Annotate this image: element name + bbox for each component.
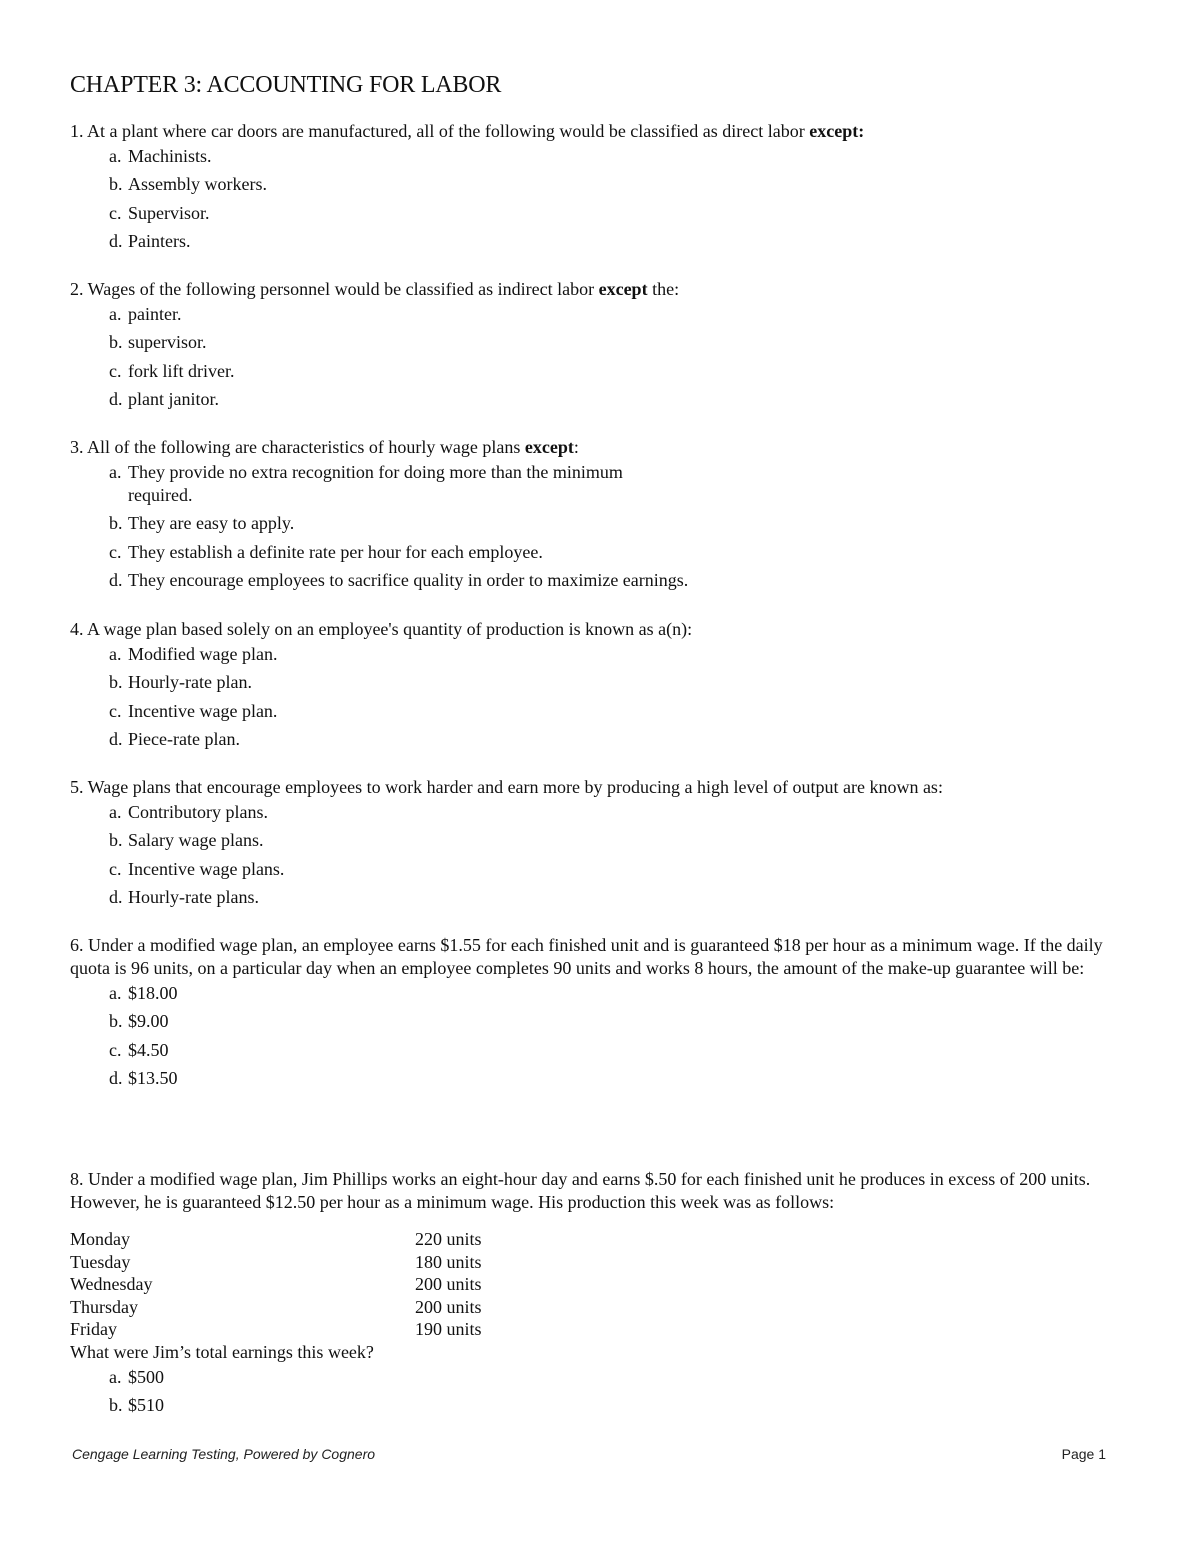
question-stem — [70, 436, 1136, 459]
answer-option — [70, 643, 1136, 666]
option-text: Incentive wage plan. — [128, 700, 278, 721]
answer-options — [70, 1366, 1136, 1417]
question-6 — [70, 934, 1136, 1095]
question-1 — [70, 120, 1136, 258]
answer-option — [70, 1366, 1136, 1389]
answer-option — [70, 461, 1136, 507]
option-letter: d. — [109, 886, 123, 907]
option-letter: a. — [109, 146, 122, 166]
schedule-units: 190 units — [415, 1319, 482, 1340]
answer-option — [70, 512, 1136, 535]
option-letter: a. — [109, 802, 122, 822]
option-text: Painters. — [128, 230, 191, 251]
option-text: $500 — [128, 1366, 164, 1387]
question-stem — [70, 120, 1136, 143]
option-text: painter. — [128, 304, 182, 324]
option-text: Supervisor. — [128, 202, 210, 223]
option-letter: a. — [109, 983, 122, 1003]
question-stem — [70, 776, 1136, 799]
schedule-day: Tuesday — [70, 1251, 131, 1272]
schedule-day: Friday — [70, 1319, 117, 1340]
stem-text: 8. Under a modified wage plan, Jim Phillips works an eight-hour day and earns $.50 for each finished unit he produces in excess of 200 units. However, he is guaranteed $12.50 per hour as a minimum wage. His production this week was as follows: — [70, 1169, 1091, 1212]
answer-options — [70, 303, 1136, 411]
answer-option — [70, 360, 1136, 383]
option-letter: c. — [109, 700, 122, 721]
option-letter: c. — [109, 202, 122, 223]
answer-option — [70, 801, 1136, 824]
schedule-row — [70, 1318, 1136, 1341]
stem-text-tail: the: — [647, 279, 680, 299]
schedule-units: 180 units — [415, 1251, 482, 1272]
question-4 — [70, 618, 1136, 756]
answer-options — [70, 801, 1136, 909]
stem-text: 5. Wage plans that encourage employees to work harder and earn more by producing a high level of output are known as: — [70, 777, 943, 797]
question-stem — [70, 934, 1136, 980]
question-2 — [70, 278, 1136, 416]
option-letter: b. — [109, 830, 123, 851]
schedule-units: 220 units — [415, 1229, 482, 1249]
option-letter: d. — [109, 1067, 123, 1088]
option-text: Assembly workers. — [128, 174, 267, 195]
option-text: They are easy to apply. — [128, 513, 295, 534]
option-text: Machinists. — [128, 146, 212, 166]
production-schedule — [70, 1228, 1136, 1364]
option-letter: b. — [109, 513, 123, 534]
schedule-day: Wednesday — [70, 1274, 153, 1295]
answer-option — [70, 202, 1136, 225]
option-letter: b. — [109, 1011, 123, 1032]
option-letter: a. — [109, 644, 122, 664]
answer-option — [70, 982, 1136, 1005]
answer-option — [70, 1010, 1136, 1033]
answer-options — [70, 461, 1136, 592]
schedule-units: 200 units — [415, 1296, 482, 1317]
answer-option — [70, 886, 1136, 909]
answer-option — [70, 303, 1136, 326]
option-text: $510 — [128, 1394, 164, 1415]
option-letter: c. — [109, 1039, 122, 1060]
option-text: supervisor. — [128, 332, 207, 353]
schedule-units: 200 units — [415, 1274, 482, 1295]
schedule-day: Monday — [70, 1229, 130, 1249]
option-text: They provide no extra recognition for doing more than the minimum required. — [128, 462, 623, 505]
option-text: $13.50 — [128, 1067, 178, 1088]
option-text: $9.00 — [128, 1011, 169, 1032]
option-letter: c. — [109, 360, 122, 381]
option-text: Modified wage plan. — [128, 644, 278, 664]
option-letter: b. — [109, 672, 123, 693]
option-text: $18.00 — [128, 983, 178, 1003]
schedule-row — [70, 1228, 1136, 1251]
stem-text: 4. A wage plan based solely on an employee's quantity of production is known as a(n): — [70, 619, 693, 639]
option-letter: a. — [109, 1366, 122, 1387]
question-5 — [70, 776, 1136, 914]
stem-text: 2. Wages of the following personnel would be classified as indirect labor — [70, 279, 599, 299]
answer-option — [70, 569, 1136, 592]
answer-option — [70, 388, 1136, 411]
answer-option — [70, 541, 1136, 564]
followup-question: What were Jim’s total earnings this week? — [70, 1341, 374, 1362]
chapter-title: CHAPTER 3: ACCOUNTING FOR LABOR — [70, 72, 502, 98]
question-stem — [70, 1168, 1136, 1214]
option-letter: b. — [109, 1394, 123, 1415]
option-letter: b. — [109, 174, 123, 195]
option-letter: d. — [109, 728, 123, 749]
question-stem — [70, 618, 1136, 641]
answer-options — [70, 643, 1136, 751]
question-3 — [70, 436, 1136, 597]
schedule-day: Thursday — [70, 1296, 138, 1317]
stem-text: 3. All of the following are characteristics of hourly wage plans — [70, 437, 525, 457]
stem-text-tail: : — [573, 437, 579, 457]
option-text: plant janitor. — [128, 388, 219, 409]
answer-option — [70, 145, 1136, 168]
answer-options — [70, 982, 1136, 1090]
answer-option — [70, 858, 1136, 881]
option-text: Contributory plans. — [128, 802, 268, 822]
stem-emphasis: except: — [809, 121, 865, 141]
option-letter: a. — [109, 462, 122, 482]
option-text: Hourly-rate plans. — [128, 886, 259, 907]
option-letter: d. — [109, 230, 123, 251]
answer-option — [70, 1394, 1136, 1417]
answer-option — [70, 1039, 1136, 1062]
answer-option — [70, 230, 1136, 253]
option-letter: c. — [109, 541, 122, 562]
option-text: $4.50 — [128, 1039, 169, 1060]
answer-option — [70, 1067, 1136, 1090]
schedule-row — [70, 1273, 1136, 1296]
schedule-row — [70, 1251, 1136, 1274]
stem-text: 1. At a plant where car doors are manufactured, all of the following would be classified as direct labor — [70, 121, 810, 141]
question-stem — [70, 278, 1136, 301]
page-number: Page 1 — [1061, 1446, 1106, 1462]
option-text: They establish a definite rate per hour for each employee. — [128, 541, 543, 562]
footer-publisher: Cengage Learning Testing, Powered by Cognero — [72, 1446, 376, 1462]
answer-option — [70, 829, 1136, 852]
stem-emphasis: except — [598, 279, 648, 299]
stem-text: 6. Under a modified wage plan, an employee earns $1.55 for each finished unit and is guaranteed $18 per hour as a minimum wage. If the daily quota is 96 units, on a particular day when an employee completes 90 units and works 8 hours, the amount of the make-up guarantee will be: — [70, 935, 1103, 978]
option-letter: b. — [109, 332, 123, 353]
answer-options — [70, 145, 1136, 253]
option-text: Salary wage plans. — [128, 830, 264, 851]
answer-option — [70, 173, 1136, 196]
option-text: They encourage employees to sacrifice quality in order to maximize earnings. — [128, 569, 689, 590]
answer-option — [70, 331, 1136, 354]
option-text: Piece-rate plan. — [128, 728, 240, 749]
option-text: fork lift driver. — [128, 360, 235, 381]
option-letter: d. — [109, 388, 123, 409]
question-8 — [70, 1168, 1136, 1422]
schedule-row — [70, 1296, 1136, 1319]
option-text: Hourly-rate plan. — [128, 672, 252, 693]
option-letter: a. — [109, 304, 122, 324]
stem-emphasis: except — [524, 437, 574, 457]
option-text: Incentive wage plans. — [128, 858, 285, 879]
answer-option — [70, 728, 1136, 751]
answer-option — [70, 700, 1136, 723]
option-letter: c. — [109, 858, 122, 879]
answer-option — [70, 671, 1136, 694]
option-letter: d. — [109, 569, 123, 590]
